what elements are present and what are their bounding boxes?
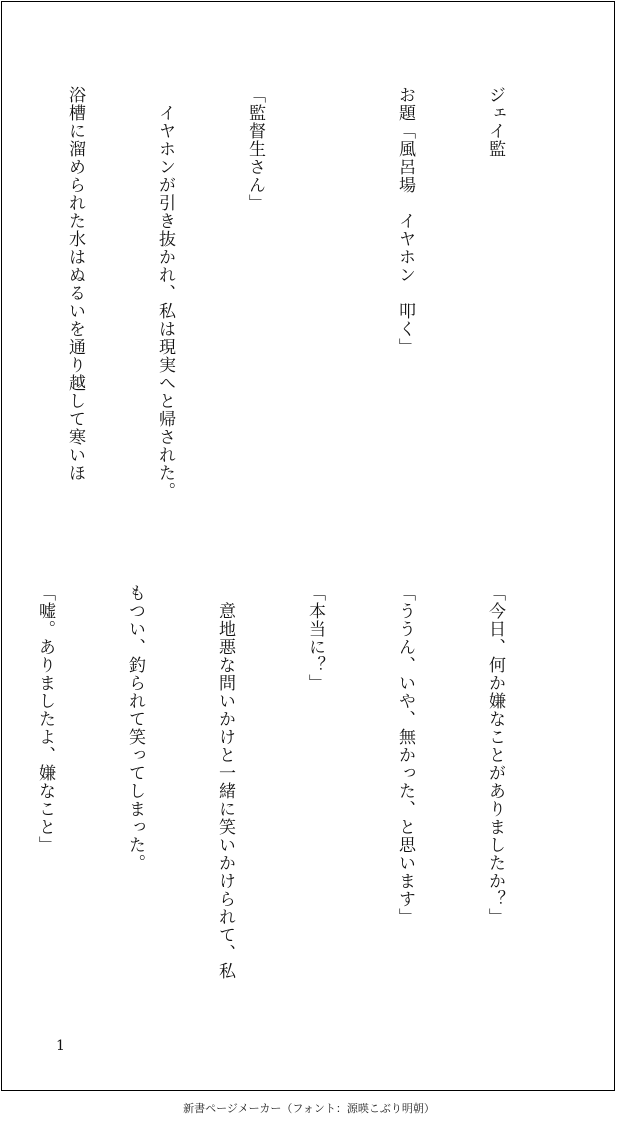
text-line: もつい、釣られて笑ってしまった。: [125, 584, 145, 872]
page-number: 1: [56, 1038, 65, 1054]
text-line: 浴槽に溜められた水はぬるいを通り越して寒いほ: [65, 86, 85, 482]
manuscript-page: [1, 1, 615, 1091]
text-line: 「ううん、いや、無かった、と思います」: [395, 584, 415, 926]
text-line: 「今日、何か嫌なことがありましたか？」: [485, 584, 505, 926]
upper-text-block: [0, 86, 570, 536]
text-line: 「監督生さん」: [245, 86, 265, 212]
text-line: 「嘘。ありましたよ、嫌なこと」: [35, 584, 55, 854]
footer-credit: 新書ページメーカー（フォント：源暎こぶり明朝）: [183, 1102, 435, 1115]
text-line: イヤホンが引き抜かれ、私は現実へと帰された。: [155, 86, 175, 500]
text-line: 「本当に？」: [305, 584, 325, 692]
text-line: お題「風呂場 イヤホン 叩く」: [395, 86, 415, 356]
lower-text-block: [0, 584, 570, 1004]
text-line: 意地悪な問いかけと一緒に笑いかけられて、私: [215, 584, 235, 980]
text-line: ジェイ監: [485, 86, 505, 158]
